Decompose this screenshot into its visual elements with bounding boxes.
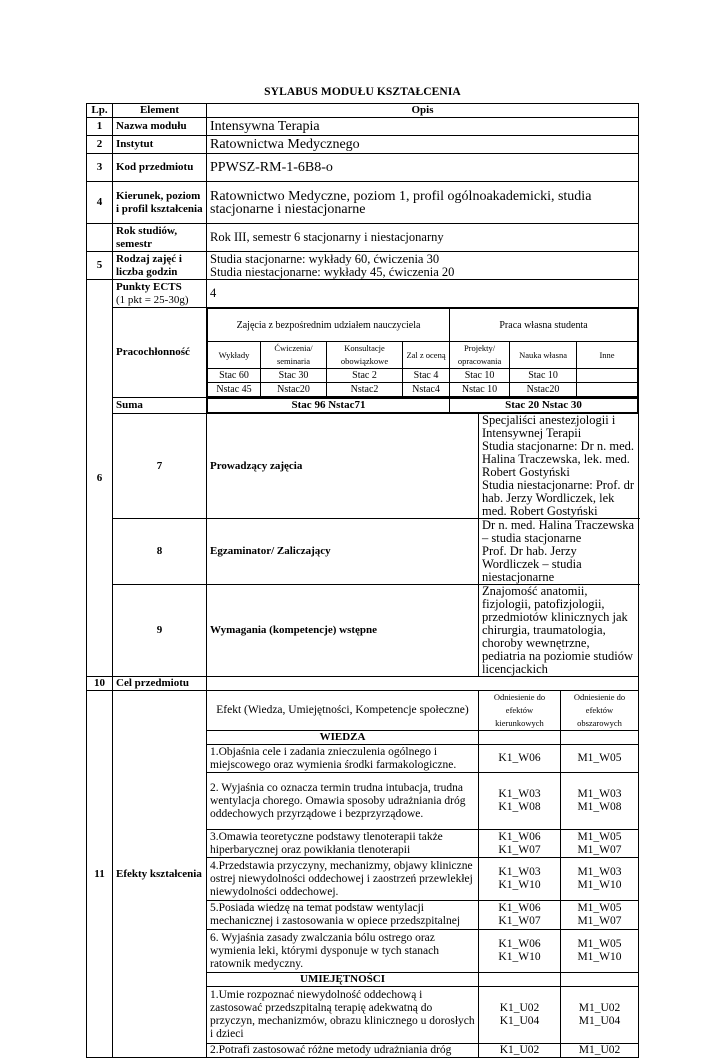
effect-area-ref: M1_W05 [561,745,639,773]
hours-value [207,252,639,280]
table-row [87,224,639,252]
effect-area-ref: M1_W05 M1_W10 [561,930,639,973]
col-lectures: Wykłady [208,342,261,369]
empty-cell [479,973,561,987]
self-study-header: Praca własna studenta [450,309,638,342]
examiner-line: Prof. Dr hab. Jerzy Wordliczek – studia niestacjonarne [482,544,582,584]
effect-direction-ref: K1_W03 K1_W10 [479,858,561,901]
hours-nonstationary: Studia niestacjonarne: wykłady 45, ćwiczenia 20 [210,264,455,279]
nstac-cell: Nstac4 [403,383,450,397]
goal-value [207,677,639,691]
table-row [87,136,639,154]
prerequisites-value: Znajomość anatomii, fizjologii, patofizjologii, przedmiotów klinicznych jak chirurgia, traumatologia, choroby wewnętrzne, pediatria na poziomie studiów licencjackich [479,585,639,677]
skill-area-ref: M1_U02 [561,1044,639,1058]
col-self-learning: Nauka własna [510,342,577,369]
workload-label: Pracochłonność [113,308,207,398]
instructors-line: Studia niestacjonarne: Prof. dr hab. Jerzy Wordliczek, lek med. Robert Gostyński [482,478,635,518]
col-graded-pass: Zal z oceną [403,342,450,369]
row-number: 2 [87,136,113,154]
sum-self: Stac 20 Nstac 30 [450,399,638,413]
table-row [87,252,639,280]
instructors-value [479,414,639,519]
sum-cells [207,398,639,414]
header-opis: Opis [207,104,639,118]
col-exercises: Ćwiczenia/ seminaria [261,342,327,369]
sum-row [87,398,639,414]
ects-value: 4 [207,280,639,308]
knowledge-heading: WIEDZA [207,731,479,745]
nstac-cell: Nstac20 [510,383,577,397]
row-label: Rodzaj zajęć i liczba godzin [113,252,207,280]
row-label: Egzaminator/ Zaliczający [207,519,479,585]
effect-direction-ref: K1_W06 K1_W10 [479,930,561,973]
ects-label [113,280,207,308]
effect-area-ref: M1_W05 M1_W07 [561,901,639,930]
effect-text: 1.Objaśnia cele i zadania znieczulenia ogólnego i miejscowego oraz wymienia środki farmakologiczne. [207,745,479,773]
examiner-value [479,519,639,585]
row-label: Rok studiów, semestr [113,224,207,252]
table-row [87,414,639,519]
row-label: Efekty kształcenia [113,691,207,1058]
effect-area-ref: M1_W05 M1_W07 [561,830,639,858]
skill-text: 1.Umie rozpoznać niewydolność oddechową i zastosować przedszpitalną terapię adekwatną do przyczyn, mechanizmów, obrazu klinicznego u dorosłych i dzieci [207,987,479,1044]
skill-direction-ref: K1_U02 K1_U04 [479,987,561,1044]
sum-direct: Stac 96 Nstac71 [208,399,450,413]
empty-cell [561,973,639,987]
row-number [87,224,113,252]
stac-cell: Stac 60 [208,369,261,383]
effect-direction-ref: K1_W03 K1_W08 [479,773,561,830]
row-number: 6 [87,280,113,677]
workload-stac-row [208,369,638,383]
empty-cell [479,731,561,745]
effect-text: 6. Wyjaśnia zasady zwalczania bólu ostrego oraz wymienia leki, którymi dysponuje w tych stanach ratownik medyczny. [207,930,479,973]
hours-stationary: Studia stacjonarne: wykłady 60, ćwiczenia 30 [210,251,440,266]
row-number: 9 [113,585,207,677]
skill-direction-ref: K1_U02 [479,1044,561,1058]
direction-column-header: Odniesienie do efektów kierunkowych [479,691,561,731]
course-code-value: PPWSZ-RM-1-6B8-o [207,154,639,182]
instructors-line: Studia stacjonarne: Dr n. med. Halina Traczewska, lek. med. Robert Gostyński [482,439,635,479]
workload-nstac-row [208,383,638,397]
stac-cell: Stac 10 [450,369,510,383]
row-label: Kierunek, poziom i profil kształcenia [113,182,207,224]
area-column-header: Odniesienie do efektów obszarowych [561,691,639,731]
effect-direction-ref: K1_W06 K1_W07 [479,901,561,930]
direct-contact-header: Zajęcia z bezpośrednim udziałem nauczyciela [208,309,450,342]
workload-row [87,308,639,398]
stac-cell [577,369,638,383]
row-number: 11 [87,691,113,1058]
row-label: Prowadzący zajęcia [207,414,479,519]
stac-cell: Stac 4 [403,369,450,383]
row-number: 7 [113,414,207,519]
skill-area-ref: M1_U02 M1_U04 [561,987,639,1044]
row-label: Cel przedmiotu [113,677,207,691]
nstac-cell: Nstac2 [327,383,403,397]
nstac-cell: Nstac 45 [208,383,261,397]
stac-cell: Stac 2 [327,369,403,383]
table-row [87,182,639,224]
effect-area-ref: M1_W03 M1_W10 [561,858,639,901]
document-title: SYLABUS MODUŁU KSZTAŁCENIA [264,86,461,98]
ects-title: Punkty ECTS [116,280,182,293]
effect-column-header: Efekt (Wiedza, Umiejętności, Kompetencje społeczne) [207,691,479,731]
syllabus-table [86,103,639,1058]
table-row [87,585,639,677]
year-semester-value: Rok III, semestr 6 stacjonarny i niestacjonarny [207,224,639,252]
effect-text: 2. Wyjaśnia co oznacza termin trudna intubacja, trudna wentylacja chorego. Omawia sposoby udrażniania dróg oddechowych przyrządowe i bezprzyrządowe. [207,773,479,830]
skill-text: 2.Potrafi zastosować różne metody udrażniania dróg [207,1044,479,1058]
row-label: Instytut [113,136,207,154]
table-row [87,519,639,585]
table-row [87,280,639,308]
nstac-cell: Nstac20 [261,383,327,397]
table-row [87,118,639,136]
module-name-value: Intensywna Terapia [207,118,639,136]
row-label: Wymagania (kompetencje) wstępne [207,585,479,677]
instructors-line: Specjaliści anestezjologii i Intensywnej Terapii [482,413,616,440]
col-consultations: Konsultacje obowiązkowe [327,342,403,369]
row-number: 10 [87,677,113,691]
table-row [87,677,639,691]
row-number: 5 [87,252,113,280]
col-projects: Projekty/ opracowania [450,342,510,369]
nstac-cell: Nstac 10 [450,383,510,397]
header-lp: Lp. [87,104,113,118]
row-number: 4 [87,182,113,224]
workload-columns [208,342,638,369]
effect-direction-ref: K1_W06 [479,745,561,773]
workload-table [207,308,638,397]
effect-text: 4.Przedstawia przyczyny, mechanizmy, objawy kliniczne ostrej niewydolności oddechowej i zaostrzeń przewlekłej niewydolności oddechowej. [207,858,479,901]
header-element: Element [113,104,207,118]
nstac-cell [577,383,638,397]
table-row [87,154,639,182]
row-number: 8 [113,519,207,585]
workload-grid [207,308,639,398]
institute-value: Ratownictwa Medycznego [207,136,639,154]
sum-table [207,398,638,413]
effect-area-ref: M1_W03 M1_W08 [561,773,639,830]
effect-text: 3.Omawia teoretyczne podstawy tlenoterapii także hiperbarycznej oraz powikłania tlenoterapii [207,830,479,858]
row-number: 1 [87,118,113,136]
effect-direction-ref: K1_W06 K1_W07 [479,830,561,858]
empty-cell [561,731,639,745]
row-number: 3 [87,154,113,182]
col-other: Inne [577,342,638,369]
stac-cell: Stac 10 [510,369,577,383]
effect-text: 5.Posiada wiedzę na temat podstaw wentylacji mechanicznej i zastosowania w opiece przedszpitalnej [207,901,479,930]
row-label: Nazwa modułu [113,118,207,136]
row-label: Kod przedmiotu [113,154,207,182]
skills-heading: UMIEJĘTNOŚCI [207,973,479,987]
ects-sublabel: (1 pkt = 25-30g) [116,293,189,306]
examiner-line: Dr n. med. Halina Traczewska – studia stacjonarne [482,518,635,545]
header-row [87,104,639,118]
stac-cell: Stac 30 [261,369,327,383]
field-of-study-value: Ratownictwo Medyczne, poziom 1, profil ogólnoakademicki, studia stacjonarne i niestacjonarne [207,182,639,224]
sum-label: Suma [113,398,207,414]
effects-header-row [87,691,639,731]
